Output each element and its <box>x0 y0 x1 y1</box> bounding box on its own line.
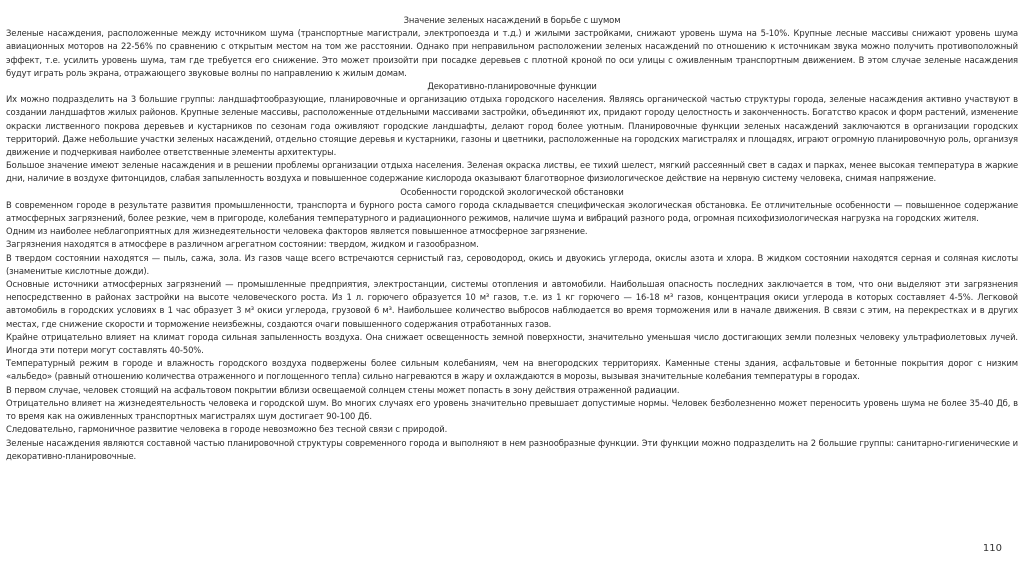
paragraph: Следовательно, гармоничное развитие человека в городе невозможно без тесной связи с природой. <box>6 424 448 435</box>
paragraph: Отрицательно влияет на жизнедеятельность человека и городской шум. Во многих случаях его уровень значительно превышает допустимые нормы. Человек безболезненно может переносить уровень шума не более 35-40 Дб, в то время как на оживленных транспортных магистралях шум достигает 90-100 Дб. <box>6 397 1018 422</box>
paragraph: В твердом состоянии находятся — пыль, сажа, зола. Из газов чаще всего встречаются сернистый газ, сероводород, окись и двуокись углерода, окислы азота и хлора. В жидком состоянии находятся серная и соляная кислоты (знаменитые кислотные дожди). <box>6 252 1018 276</box>
paragraph: Зеленые насаждения являются составной частью планировочной структуры современного города и выполняют в нем разнообразные функции. Эти функции можно подразделить на 2 большие группы: санитарно-гигиенические и декоративно-планировочные. <box>6 437 1018 461</box>
page-title: Значение зеленых насаждений в борьбе с шумом <box>403 15 621 25</box>
paragraph: Крайне отрицательно влияет на климат города сильная запыленность воздуха. Она снижает освещенность земной поверхности, значительно уменьшая число достигающих земли полезных человеку ультрафиолетовых лучей. Иногда эти потери могут составлять 40-50%. <box>6 331 1018 356</box>
document-page <box>6 14 1018 554</box>
paragraph: Основные источники атмосферных загрязнений — промышленные предприятия, электростанции, системы отопления и автомобили. Наибольшая опасность последних заключается в том, что они выделяют эти загрязнения непосредственно в районах застройки на высоте человеческого роста. Из 1 л. горючего образуется 10 м³ газов, т.е. из 1 кг горючего — 16-18 м³ газов, концентрация окиси углерода в которых составляет 4-5%. Легковой автомобиль в городских условиях в 1 час образует 3 м³ окиси углерода, грузовой 6 м³. Наибольшее количество выбросов наблюдается во время торможения или в начале движения. В связи с этим, на перекрестках и в других местах, где снижение скорости и торможение неизбежны, создаются очаги повышенного содержания отработанных газов. <box>6 279 1018 329</box>
paragraph: Одним из наиболее неблагоприятных для жизнедеятельности человека факторов является повышенное атмосферное загрязнение. <box>6 226 588 237</box>
paragraph: Загрязнения находятся в атмосфере в различном агрегатном состоянии: твердом, жидком и газообразном. <box>6 239 479 250</box>
paragraph: В современном городе в результате развития промышленности, транспорта и бурного роста самого города складывается специфическая экологическая обстановка. Ее отличительные особенности — повышенное содержание атмосферных загрязнений, более резкие, чем в пригороде, колебания температурного и радиационного режимов, наличие шума и вибраций разного рода, огромная психофизиологическая нагрузка на городских жителя. <box>6 199 1018 224</box>
paragraph: Их можно подразделить на 3 большие группы: ландшафтообразующие, планировочные и организацию отдыха городского населения. Являясь органической частью структуры города, зеленые насаждения активно участвуют в создании ландшафтов жилых районов. Крупные зеленые массивы, расположенные отдельными массивами застройки, объединяют их, придают городу целостность и законченность. Богатство красок и форм растений, изменение окраски лиственного покрова деревьев и кустарников по сезонам года оживляют городские ландшафты, делают город более уютным. Планировочные функции зеленых насаждений заключаются в организации городских территорий. Даже небольшие участки зеленых насаждений, отдельно стоящие деревья и кустарники, газоны и цветники, расположенные на городских магистралях и площадях, играют огромную планировочную роль, организуя движение и подчеркивая наиболее ответственные элементы архитектуры. <box>6 94 1018 158</box>
paragraph: Температурный режим в городе и влажность городского воздуха подвержены более сильным колебаниям, чем на внегородских территориях. Каменные стены здания, асфальтовые и бетонные покрытия дорог с низким «альбедо» (равный отношению количества отраженного и поглощенного тепла) сильно нагреваются в жару и охлаждаются в морозы, вызывая значительные колебания температуры в городах. <box>6 358 1018 382</box>
paragraph: В первом случае, человек стоящий на асфальтовом покрытии вблизи освещаемой солнцем стены может попасть в зону действия отраженной радиации. <box>6 384 680 395</box>
paragraph: Большое значение имеют зеленые насаждения и в решении проблемы организации отдыха населения. Зеленая окраска листвы, ее тихий шелест, мягкий рассеянный свет в садах и парках, менее высокая температура в жаркие дни, наличие в воздухе фитонцидов, слабая запыленность воздуха и повышенное содержание кислорода оказывают благотворное физиологическое действие на нервную систему человека, снимая напряжение. <box>6 160 1018 184</box>
section-heading: Особенности городской экологической обстановки <box>400 186 624 197</box>
paragraph: Зеленые насаждения, расположенные между источником шума (транспортные магистрали, электропоезда и т.д.) и жилыми застройками, снижают уровень шума на 5-10%. Крупные лесные массивы снижают уровень шума авиационных моторов на 22-56% по сравнению с открытым местом на том же расстоянии. Однако при неправильном расположении зеленых насаждений по отношению к источникам звука можно получить противоположный эффект, т.е. усилить уровень шума, там где требуется его снижение. Это может произойти при посадке деревьев с плотной кроной по оси улицы с оживленным транспортным движением. В этом случае зеленые насаждения будут играть роль экрана, отражающего звуковые волны по направлению к жилым домам. <box>6 28 1018 78</box>
section-heading: Декоративно-планировочные функции <box>427 81 597 92</box>
page-number: 110 <box>982 543 1002 554</box>
